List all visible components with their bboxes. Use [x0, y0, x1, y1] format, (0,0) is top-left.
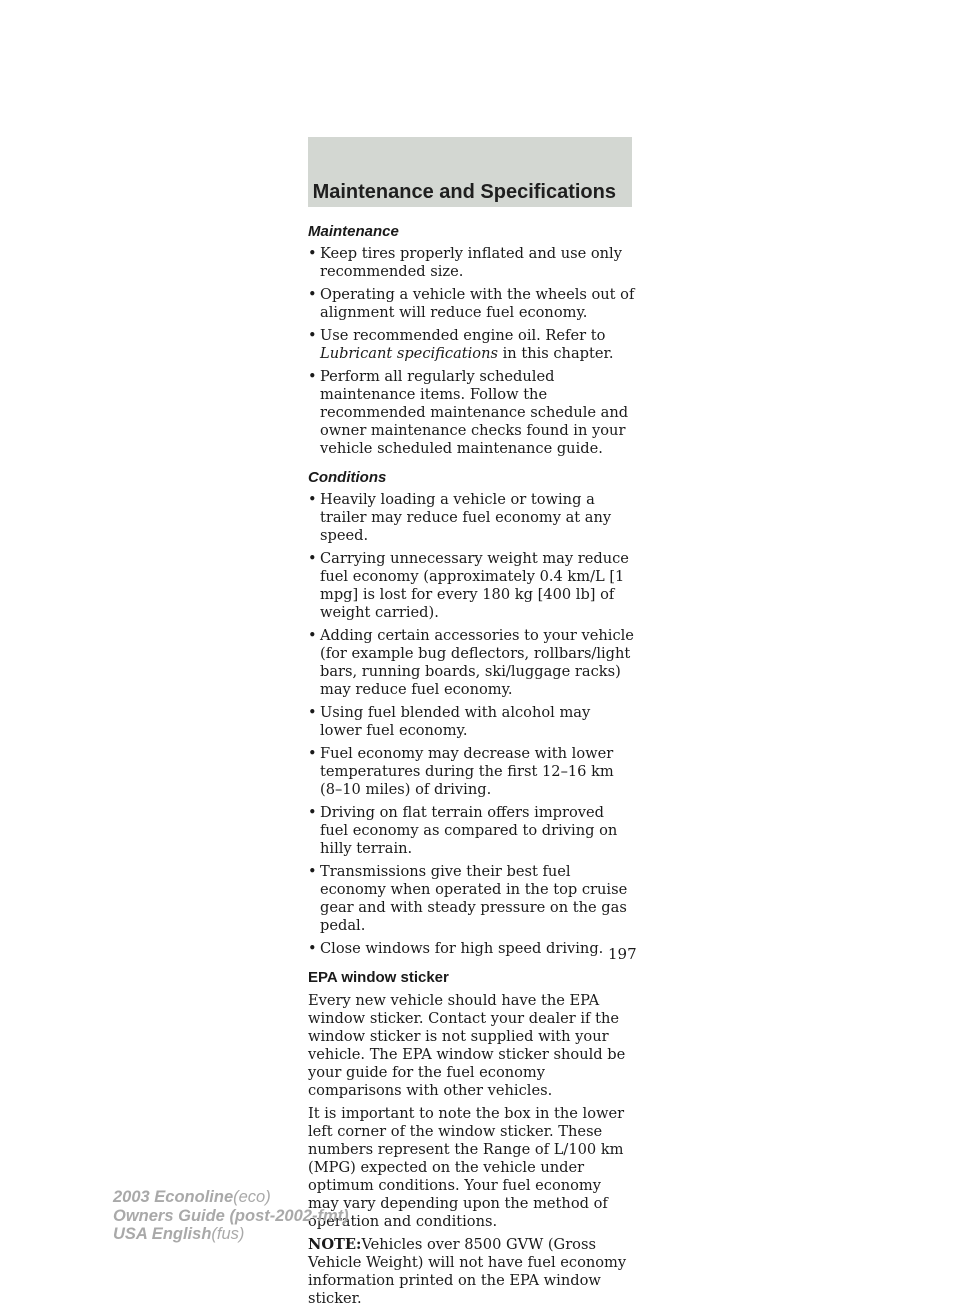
bullet-icon: • [308, 627, 317, 644]
maintenance-list [308, 245, 636, 458]
list-item: • Use recommended engine oil. Refer to Lubricant specifications in this chapter. [308, 327, 614, 362]
bullet-icon: • [308, 745, 317, 762]
bullet-icon: • [308, 245, 317, 262]
note-paragraph [308, 1236, 636, 1308]
cross-reference-link-text: Lubricant specifications [320, 345, 498, 362]
list-item: • Heavily loading a vehicle or towing a trailer may reduce fuel economy at any speed. [308, 491, 612, 544]
list-item: • Using fuel blended with alcohol may lower fuel economy. [308, 704, 591, 739]
document-footer: 2003 Econoline(eco) Owners Guide (post-2002-fmt) USA English(fus) [113, 1188, 349, 1243]
list-item: • Perform all regularly scheduled maintenance items. Follow the recommended maintenance schedule and owner maintenance checks found in your vehicle scheduled maintenance guide. [308, 368, 629, 457]
page-content [308, 223, 636, 1313]
epa-paragraph: It is important to note the box in the lower left corner of the window sticker. These numbers represent the Range of L/100 km (MPG) expected on the vehicle under optimum conditions. Your fuel economy may vary depending upon the method of operation and conditions. [308, 1105, 625, 1230]
bullet-icon: • [308, 491, 317, 508]
note-label: NOTE: [308, 1236, 362, 1253]
list-item: • Operating a vehicle with the wheels out of alignment will reduce fuel economy. [308, 286, 635, 321]
list-item: • Fuel economy may decrease with lower temperatures during the first 12–16 km (8–10 miles) of driving. [308, 745, 614, 798]
bullet-icon: • [308, 327, 317, 344]
list-item: • Carrying unnecessary weight may reduce fuel economy (approximately 0.4 km/L [1 mpg] is lost for every 180 kg [400 lb] of weight carried). [308, 550, 629, 621]
bullet-icon: • [308, 368, 317, 385]
bullet-icon: • [308, 804, 317, 821]
list-item: • Close windows for high speed driving. [308, 940, 604, 957]
epa-paragraph: Every new vehicle should have the EPA window sticker. Contact your dealer if the window sticker is not supplied with your vehicle. The EPA window sticker should be your guide for the fuel economy comparisons with other vehicles. [308, 992, 626, 1099]
bullet-icon: • [308, 550, 317, 567]
list-item: • Transmissions give their best fuel economy when operated in the top cruise gear and with steady pressure on the gas pedal. [308, 863, 628, 934]
list-item: • Adding certain accessories to your vehicle (for example bug deflectors, rollbars/light bars, running boards, ski/luggage racks) may reduce fuel economy. [308, 627, 634, 698]
maintenance-heading: Maintenance [308, 223, 399, 240]
page-number: 197 [608, 945, 637, 963]
list-item: • Keep tires properly inflated and use only recommended size. [308, 245, 622, 280]
section-header-band [308, 137, 632, 207]
conditions-heading: Conditions [308, 469, 387, 486]
epa-heading: EPA window sticker [308, 969, 449, 986]
conditions-list [308, 491, 636, 958]
bullet-icon: • [308, 863, 317, 880]
list-item: • Driving on flat terrain offers improved fuel economy as compared to driving on hilly terrain. [308, 804, 618, 857]
note-text: Vehicles over 8500 GVW (Gross Vehicle Weight) will not have fuel economy information printed on the EPA window sticker. [308, 1236, 627, 1307]
section-title: Maintenance and Specifications [312, 181, 616, 203]
bullet-icon: • [308, 286, 317, 303]
bullet-icon: • [308, 940, 317, 957]
bullet-icon: • [308, 704, 317, 721]
